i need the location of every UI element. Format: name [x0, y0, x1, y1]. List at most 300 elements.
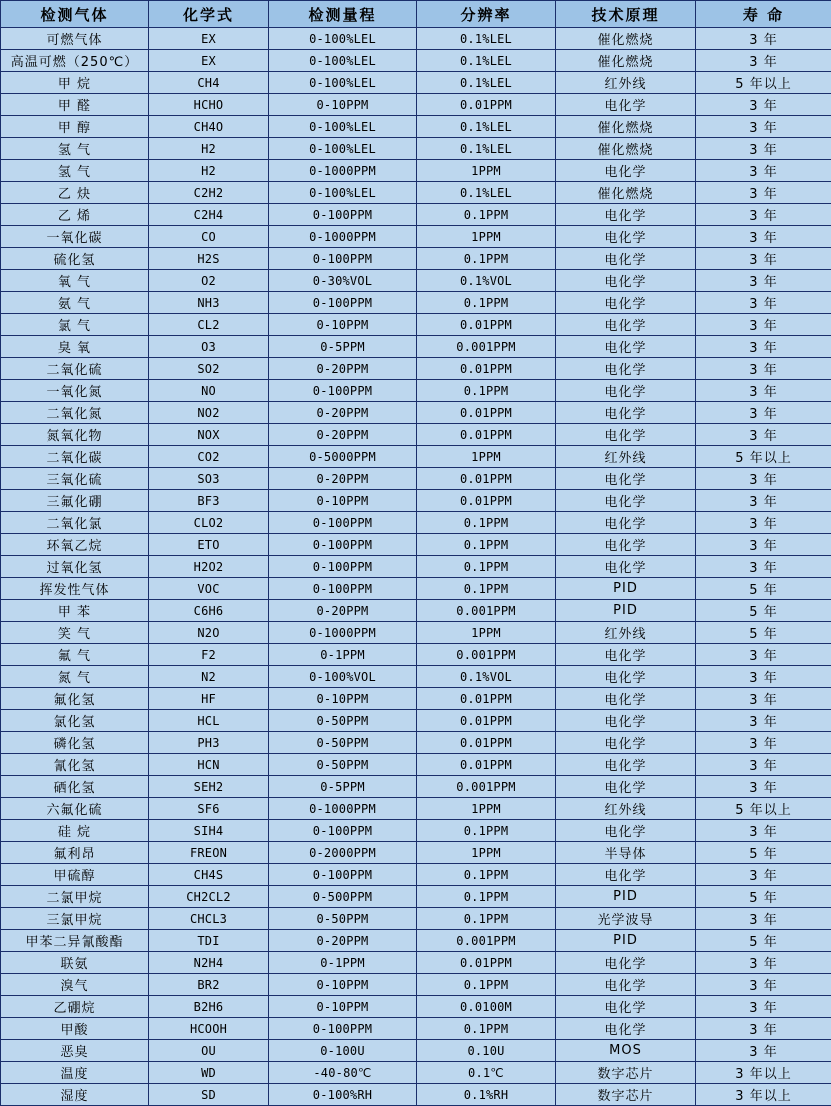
cell-resolution: 1PPM — [417, 160, 556, 182]
cell-lifetime: 3 年 — [696, 820, 831, 842]
cell-gas: 六氟化硫 — [1, 798, 149, 820]
table-row — [1, 72, 831, 94]
table-row — [1, 314, 831, 336]
cell-range: 0-100PPM — [269, 1018, 417, 1040]
cell-range: 0-100PPM — [269, 534, 417, 556]
table-row — [1, 600, 831, 622]
cell-formula: SD — [149, 1084, 269, 1106]
cell-resolution: 0.1PPM — [417, 886, 556, 908]
table-row — [1, 424, 831, 446]
table-row — [1, 160, 831, 182]
table-row — [1, 930, 831, 952]
cell-gas: 湿度 — [1, 1084, 149, 1106]
table-row — [1, 28, 831, 50]
cell-resolution: 0.1%LEL — [417, 72, 556, 94]
cell-principle: 电化学 — [556, 94, 696, 116]
cell-resolution: 1PPM — [417, 798, 556, 820]
cell-formula: NO2 — [149, 402, 269, 424]
cell-lifetime: 3 年 — [696, 248, 831, 270]
table-row — [1, 754, 831, 776]
cell-resolution: 0.01PPM — [417, 952, 556, 974]
cell-formula: H2 — [149, 138, 269, 160]
cell-gas: 乙 炔 — [1, 182, 149, 204]
cell-lifetime: 5 年 — [696, 622, 831, 644]
cell-gas: 硫化氢 — [1, 248, 149, 270]
cell-gas: 甲苯二异氰酸酯 — [1, 930, 149, 952]
cell-lifetime: 5 年 — [696, 578, 831, 600]
cell-principle: PID — [556, 600, 696, 622]
cell-gas: 二氯甲烷 — [1, 886, 149, 908]
cell-principle: 电化学 — [556, 468, 696, 490]
cell-range: 0-100%LEL — [269, 116, 417, 138]
table-row — [1, 490, 831, 512]
cell-principle: 电化学 — [556, 270, 696, 292]
table-row — [1, 864, 831, 886]
cell-resolution: 0.1%LEL — [417, 116, 556, 138]
cell-resolution: 0.1PPM — [417, 380, 556, 402]
cell-lifetime: 3 年 — [696, 776, 831, 798]
cell-formula: O3 — [149, 336, 269, 358]
cell-principle: 半导体 — [556, 842, 696, 864]
cell-formula: N2 — [149, 666, 269, 688]
cell-principle: 电化学 — [556, 666, 696, 688]
table-row — [1, 732, 831, 754]
cell-formula: N2H4 — [149, 952, 269, 974]
cell-formula: NH3 — [149, 292, 269, 314]
cell-range: 0-100%LEL — [269, 138, 417, 160]
table-row — [1, 886, 831, 908]
cell-principle: 红外线 — [556, 72, 696, 94]
table-row — [1, 248, 831, 270]
cell-formula: BR2 — [149, 974, 269, 996]
cell-resolution: 0.001PPM — [417, 336, 556, 358]
cell-range: 0-1000PPM — [269, 160, 417, 182]
cell-range: 0-5PPM — [269, 776, 417, 798]
cell-resolution: 0.1PPM — [417, 974, 556, 996]
cell-resolution: 0.01PPM — [417, 732, 556, 754]
cell-range: 0-100%VOL — [269, 666, 417, 688]
cell-range: 0-20PPM — [269, 468, 417, 490]
cell-gas: 恶臭 — [1, 1040, 149, 1062]
table-row — [1, 622, 831, 644]
cell-gas: 二氧化氯 — [1, 512, 149, 534]
cell-range: 0-10PPM — [269, 688, 417, 710]
cell-lifetime: 3 年 — [696, 116, 831, 138]
table-row — [1, 1062, 831, 1084]
table-row — [1, 996, 831, 1018]
table-row — [1, 578, 831, 600]
cell-principle: 电化学 — [556, 160, 696, 182]
cell-resolution: 0.001PPM — [417, 600, 556, 622]
cell-gas: 氨 气 — [1, 292, 149, 314]
cell-range: 0-30%VOL — [269, 270, 417, 292]
cell-principle: 电化学 — [556, 974, 696, 996]
cell-lifetime: 3 年 — [696, 226, 831, 248]
cell-range: 0-10PPM — [269, 996, 417, 1018]
cell-lifetime: 5 年 — [696, 842, 831, 864]
cell-gas: 氟化氢 — [1, 688, 149, 710]
cell-resolution: 0.1PPM — [417, 820, 556, 842]
cell-gas: 磷化氢 — [1, 732, 149, 754]
cell-gas: 氰化氢 — [1, 754, 149, 776]
cell-gas: 联氨 — [1, 952, 149, 974]
cell-principle: 电化学 — [556, 644, 696, 666]
cell-gas: 二氧化氮 — [1, 402, 149, 424]
column-header-formula: 化学式 — [149, 1, 269, 28]
cell-range: 0-100PPM — [269, 292, 417, 314]
cell-formula: CH4S — [149, 864, 269, 886]
cell-resolution: 0.1PPM — [417, 248, 556, 270]
cell-gas: 氟 气 — [1, 644, 149, 666]
cell-formula: H2S — [149, 248, 269, 270]
cell-principle: 电化学 — [556, 292, 696, 314]
cell-range: 0-10PPM — [269, 490, 417, 512]
cell-resolution: 0.1%LEL — [417, 138, 556, 160]
cell-resolution: 0.001PPM — [417, 776, 556, 798]
cell-principle: 电化学 — [556, 402, 696, 424]
table-row — [1, 138, 831, 160]
cell-formula: O2 — [149, 270, 269, 292]
cell-lifetime: 3 年 — [696, 556, 831, 578]
cell-resolution: 0.1PPM — [417, 534, 556, 556]
cell-range: 0-100PPM — [269, 556, 417, 578]
cell-lifetime: 3 年以上 — [696, 1084, 831, 1106]
cell-principle: 数字芯片 — [556, 1084, 696, 1106]
cell-range: 0-50PPM — [269, 732, 417, 754]
cell-gas: 温度 — [1, 1062, 149, 1084]
table-row — [1, 666, 831, 688]
cell-formula: SIH4 — [149, 820, 269, 842]
cell-gas: 高温可燃（250℃） — [1, 50, 149, 72]
column-header-range: 检测量程 — [269, 1, 417, 28]
table-row — [1, 402, 831, 424]
cell-resolution: 0.0100M — [417, 996, 556, 1018]
cell-range: 0-100PPM — [269, 380, 417, 402]
cell-resolution: 0.1PPM — [417, 292, 556, 314]
cell-lifetime: 5 年以上 — [696, 72, 831, 94]
cell-resolution: 0.1%LEL — [417, 182, 556, 204]
cell-lifetime: 3 年 — [696, 468, 831, 490]
cell-principle: 电化学 — [556, 204, 696, 226]
cell-range: 0-10PPM — [269, 314, 417, 336]
cell-lifetime: 3 年 — [696, 644, 831, 666]
table-row — [1, 292, 831, 314]
cell-lifetime: 3 年 — [696, 270, 831, 292]
cell-formula: CH4 — [149, 72, 269, 94]
cell-formula: OU — [149, 1040, 269, 1062]
cell-formula: CHCL3 — [149, 908, 269, 930]
cell-gas: 挥发性气体 — [1, 578, 149, 600]
cell-resolution: 0.1%RH — [417, 1084, 556, 1106]
cell-principle: 催化燃烧 — [556, 116, 696, 138]
cell-principle: 数字芯片 — [556, 1062, 696, 1084]
cell-principle: 电化学 — [556, 754, 696, 776]
cell-lifetime: 3 年 — [696, 974, 831, 996]
cell-resolution: 1PPM — [417, 446, 556, 468]
cell-gas: 乙硼烷 — [1, 996, 149, 1018]
cell-gas: 可燃气体 — [1, 28, 149, 50]
table-row — [1, 798, 831, 820]
cell-lifetime: 3 年 — [696, 314, 831, 336]
cell-gas: 环氧乙烷 — [1, 534, 149, 556]
table-row — [1, 952, 831, 974]
cell-resolution: 0.1PPM — [417, 578, 556, 600]
cell-resolution: 0.01PPM — [417, 402, 556, 424]
cell-gas: 甲 醇 — [1, 116, 149, 138]
cell-resolution: 0.1PPM — [417, 556, 556, 578]
cell-lifetime: 3 年 — [696, 710, 831, 732]
cell-principle: 红外线 — [556, 446, 696, 468]
table-row — [1, 688, 831, 710]
cell-range: 0-100PPM — [269, 864, 417, 886]
cell-gas: 三氯甲烷 — [1, 908, 149, 930]
cell-formula: C6H6 — [149, 600, 269, 622]
cell-gas: 甲 苯 — [1, 600, 149, 622]
cell-formula: HCL — [149, 710, 269, 732]
cell-range: 0-100%RH — [269, 1084, 417, 1106]
table-row — [1, 116, 831, 138]
cell-resolution: 1PPM — [417, 226, 556, 248]
column-header-resolution: 分辨率 — [417, 1, 556, 28]
cell-formula: ETO — [149, 534, 269, 556]
cell-lifetime: 3 年 — [696, 182, 831, 204]
cell-formula: TDI — [149, 930, 269, 952]
cell-formula: PH3 — [149, 732, 269, 754]
cell-gas: 甲 烷 — [1, 72, 149, 94]
cell-range: 0-5PPM — [269, 336, 417, 358]
cell-gas: 三氟化硼 — [1, 490, 149, 512]
cell-formula: H2 — [149, 160, 269, 182]
cell-lifetime: 3 年 — [696, 50, 831, 72]
cell-range: 0-100PPM — [269, 578, 417, 600]
cell-gas: 三氧化硫 — [1, 468, 149, 490]
cell-range: 0-1PPM — [269, 952, 417, 974]
cell-gas: 臭 氧 — [1, 336, 149, 358]
cell-resolution: 0.01PPM — [417, 710, 556, 732]
cell-principle: PID — [556, 886, 696, 908]
cell-resolution: 0.01PPM — [417, 490, 556, 512]
cell-formula: F2 — [149, 644, 269, 666]
cell-lifetime: 3 年 — [696, 1040, 831, 1062]
cell-principle: 电化学 — [556, 226, 696, 248]
table-row — [1, 820, 831, 842]
cell-formula: FREON — [149, 842, 269, 864]
cell-range: 0-1PPM — [269, 644, 417, 666]
cell-principle: 红外线 — [556, 622, 696, 644]
cell-gas: 溴气 — [1, 974, 149, 996]
cell-gas: 氯化氢 — [1, 710, 149, 732]
table-row — [1, 94, 831, 116]
cell-lifetime: 3 年 — [696, 138, 831, 160]
table-row — [1, 358, 831, 380]
table-row — [1, 336, 831, 358]
table-row — [1, 512, 831, 534]
cell-range: 0-100%LEL — [269, 182, 417, 204]
cell-formula: BF3 — [149, 490, 269, 512]
cell-range: -40-80℃ — [269, 1062, 417, 1084]
table-header — [1, 1, 831, 28]
cell-gas: 甲酸 — [1, 1018, 149, 1040]
table-row — [1, 644, 831, 666]
cell-formula: CO2 — [149, 446, 269, 468]
cell-resolution: 0.01PPM — [417, 314, 556, 336]
column-header-gas: 检测气体 — [1, 1, 149, 28]
cell-range: 0-50PPM — [269, 754, 417, 776]
cell-formula: C2H4 — [149, 204, 269, 226]
cell-range: 0-20PPM — [269, 600, 417, 622]
table-body — [1, 28, 831, 1106]
cell-formula: SEH2 — [149, 776, 269, 798]
cell-range: 0-2000PPM — [269, 842, 417, 864]
cell-formula: H2O2 — [149, 556, 269, 578]
cell-principle: 电化学 — [556, 424, 696, 446]
cell-formula: B2H6 — [149, 996, 269, 1018]
cell-principle: 催化燃烧 — [556, 28, 696, 50]
table-row — [1, 226, 831, 248]
cell-principle: 电化学 — [556, 820, 696, 842]
cell-principle: 电化学 — [556, 776, 696, 798]
table-row — [1, 270, 831, 292]
cell-gas: 氧 气 — [1, 270, 149, 292]
table-header-row — [1, 1, 831, 28]
cell-resolution: 0.1%LEL — [417, 50, 556, 72]
cell-principle: PID — [556, 578, 696, 600]
cell-formula: HF — [149, 688, 269, 710]
cell-principle: 电化学 — [556, 248, 696, 270]
cell-resolution: 0.1%VOL — [417, 666, 556, 688]
cell-range: 0-20PPM — [269, 402, 417, 424]
cell-resolution: 1PPM — [417, 842, 556, 864]
cell-principle: 电化学 — [556, 380, 696, 402]
cell-lifetime: 3 年 — [696, 292, 831, 314]
cell-formula: CLO2 — [149, 512, 269, 534]
cell-principle: PID — [556, 930, 696, 952]
cell-principle: 电化学 — [556, 358, 696, 380]
cell-formula: HCOOH — [149, 1018, 269, 1040]
table-row — [1, 710, 831, 732]
cell-resolution: 0.01PPM — [417, 754, 556, 776]
cell-lifetime: 3 年 — [696, 380, 831, 402]
cell-range: 0-1000PPM — [269, 798, 417, 820]
cell-resolution: 0.001PPM — [417, 930, 556, 952]
cell-principle: 电化学 — [556, 490, 696, 512]
cell-formula: NO — [149, 380, 269, 402]
cell-resolution: 0.1℃ — [417, 1062, 556, 1084]
cell-principle: 电化学 — [556, 556, 696, 578]
cell-formula: CH4O — [149, 116, 269, 138]
cell-principle: 电化学 — [556, 952, 696, 974]
cell-resolution: 0.01PPM — [417, 468, 556, 490]
cell-gas: 二氧化碳 — [1, 446, 149, 468]
cell-range: 0-1000PPM — [269, 622, 417, 644]
table-row — [1, 534, 831, 556]
cell-range: 0-50PPM — [269, 710, 417, 732]
cell-lifetime: 3 年 — [696, 864, 831, 886]
cell-principle: 电化学 — [556, 336, 696, 358]
cell-gas: 氮氧化物 — [1, 424, 149, 446]
cell-lifetime: 5 年以上 — [696, 798, 831, 820]
cell-gas: 氢 气 — [1, 138, 149, 160]
cell-principle: 电化学 — [556, 864, 696, 886]
table-row — [1, 1040, 831, 1062]
cell-resolution: 0.10U — [417, 1040, 556, 1062]
cell-range: 0-5000PPM — [269, 446, 417, 468]
cell-range: 0-100PPM — [269, 204, 417, 226]
cell-gas: 过氧化氢 — [1, 556, 149, 578]
cell-principle: 红外线 — [556, 798, 696, 820]
cell-principle: 催化燃烧 — [556, 138, 696, 160]
table-row — [1, 50, 831, 72]
column-header-principle: 技术原理 — [556, 1, 696, 28]
cell-principle: 光学波导 — [556, 908, 696, 930]
cell-resolution: 0.1PPM — [417, 908, 556, 930]
cell-range: 0-20PPM — [269, 358, 417, 380]
cell-range: 0-10PPM — [269, 974, 417, 996]
cell-formula: WD — [149, 1062, 269, 1084]
table-row — [1, 974, 831, 996]
cell-lifetime: 3 年 — [696, 28, 831, 50]
cell-lifetime: 3 年以上 — [696, 1062, 831, 1084]
cell-principle: 电化学 — [556, 732, 696, 754]
cell-gas: 硅 烷 — [1, 820, 149, 842]
cell-formula: HCHO — [149, 94, 269, 116]
cell-lifetime: 5 年 — [696, 600, 831, 622]
cell-formula: CL2 — [149, 314, 269, 336]
cell-range: 0-10PPM — [269, 94, 417, 116]
cell-resolution: 0.01PPM — [417, 358, 556, 380]
cell-lifetime: 3 年 — [696, 402, 831, 424]
cell-lifetime: 3 年 — [696, 424, 831, 446]
cell-formula: SO2 — [149, 358, 269, 380]
cell-gas: 二氧化硫 — [1, 358, 149, 380]
column-header-lifetime: 寿 命 — [696, 1, 831, 28]
cell-resolution: 0.1PPM — [417, 1018, 556, 1040]
cell-gas: 甲硫醇 — [1, 864, 149, 886]
cell-formula: SF6 — [149, 798, 269, 820]
table-row — [1, 1018, 831, 1040]
table-row — [1, 380, 831, 402]
cell-range: 0-100PPM — [269, 512, 417, 534]
cell-lifetime: 5 年 — [696, 930, 831, 952]
cell-lifetime: 3 年 — [696, 908, 831, 930]
cell-resolution: 0.01PPM — [417, 424, 556, 446]
cell-resolution: 0.01PPM — [417, 94, 556, 116]
cell-lifetime: 3 年 — [696, 160, 831, 182]
cell-range: 0-100%LEL — [269, 50, 417, 72]
cell-range: 0-500PPM — [269, 886, 417, 908]
cell-formula: EX — [149, 50, 269, 72]
cell-formula: CH2CL2 — [149, 886, 269, 908]
cell-lifetime: 3 年 — [696, 996, 831, 1018]
cell-principle: MOS — [556, 1040, 696, 1062]
cell-lifetime: 3 年 — [696, 952, 831, 974]
cell-formula: CO — [149, 226, 269, 248]
cell-lifetime: 3 年 — [696, 512, 831, 534]
cell-lifetime: 3 年 — [696, 534, 831, 556]
cell-resolution: 0.001PPM — [417, 644, 556, 666]
cell-range: 0-100%LEL — [269, 72, 417, 94]
cell-formula: EX — [149, 28, 269, 50]
table-row — [1, 1084, 831, 1106]
cell-resolution: 0.1%LEL — [417, 28, 556, 50]
cell-gas: 硒化氢 — [1, 776, 149, 798]
cell-gas: 氮 气 — [1, 666, 149, 688]
cell-range: 0-20PPM — [269, 424, 417, 446]
cell-gas: 氟利昂 — [1, 842, 149, 864]
cell-gas: 笑 气 — [1, 622, 149, 644]
cell-lifetime: 3 年 — [696, 1018, 831, 1040]
cell-principle: 电化学 — [556, 314, 696, 336]
